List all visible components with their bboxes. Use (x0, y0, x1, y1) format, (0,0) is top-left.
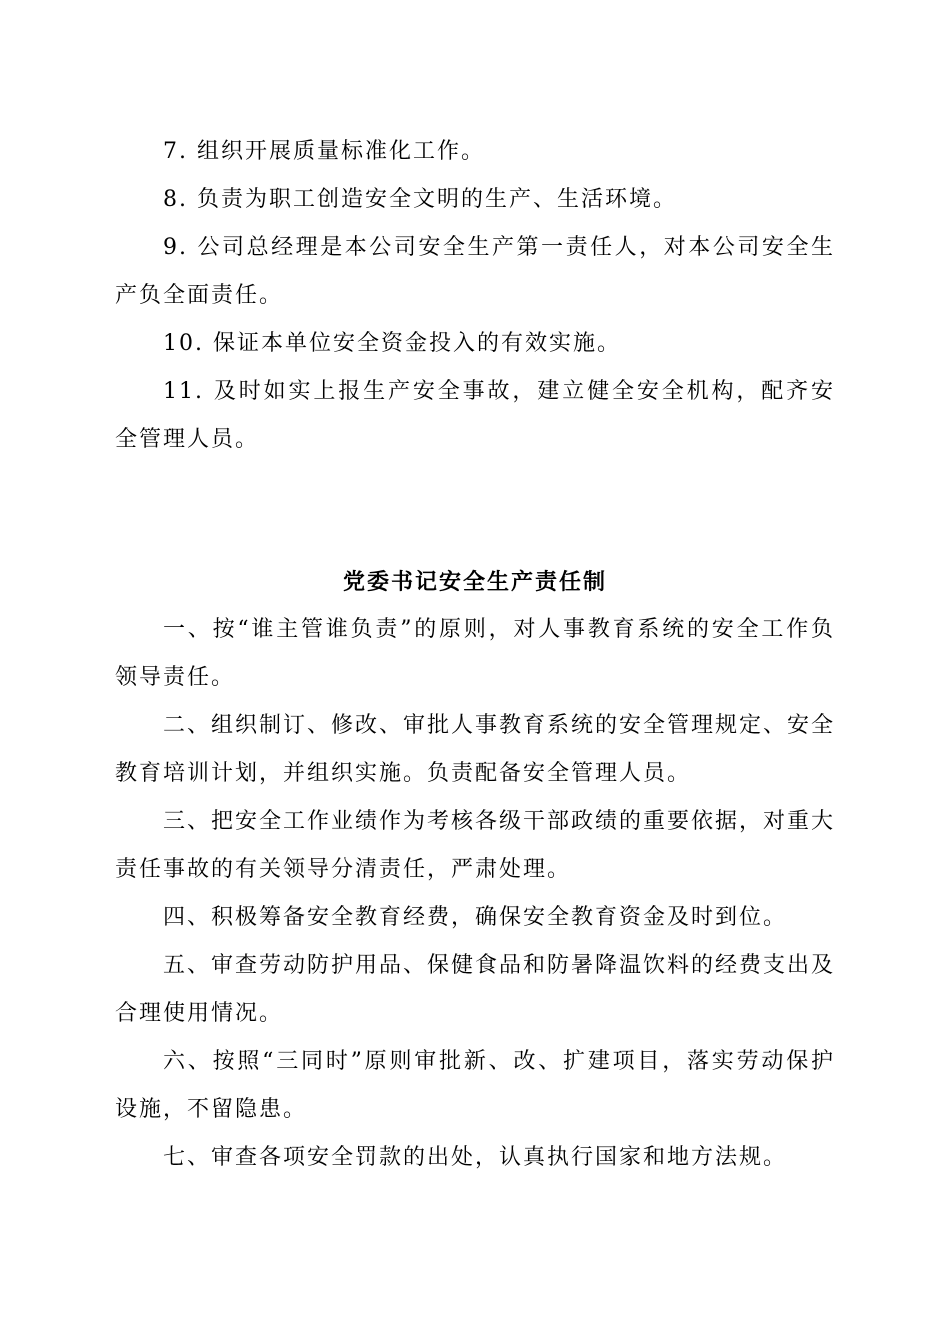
section-spacer (115, 464, 835, 558)
secretary-item-3: 三、把安全工作业绩作为考核各级干部政绩的重要依据，对重大责任事故的有关领导分清责任，严肃处理。 (115, 809, 836, 882)
document-body (115, 128, 835, 1182)
section-party-secretary (115, 558, 835, 1182)
section-general-duties (115, 128, 835, 464)
secretary-item-2: 二、组织制订、修改、审批人事教育系统的安全管理规定、安全教育培训计划，并组织实施。负责配备安全管理人员。 (115, 713, 836, 786)
duty-item-11: 11. 及时如实上报生产安全事故，建立健全安全机构，配齐安全管理人员。 (115, 379, 835, 452)
section-title: 党委书记安全生产责任制 (342, 569, 607, 595)
secretary-item-6: 六、按照“三同时”原则审批新、改、扩建项目，落实劳动保护设施，不留隐患。 (115, 1049, 835, 1122)
duty-item-7: 7. 组织开展质量标准化工作。 (163, 139, 485, 164)
secretary-item-5: 五、审查劳动防护用品、保健食品和防暑降温饮料的经费支出及合理使用情况。 (115, 953, 836, 1026)
duty-item-9: 9. 公司总经理是本公司安全生产第一责任人，对本公司安全生产负全面责任。 (115, 235, 835, 308)
secretary-item-4: 四、积极筹备安全教育经费，确保安全教育资金及时到位。 (163, 905, 788, 930)
secretary-item-7: 七、审查各项安全罚款的出处，认真执行国家和地方法规。 (163, 1145, 788, 1170)
secretary-item-1: 一、按“谁主管谁负责”的原则，对人事教育系统的安全工作负领导责任。 (115, 617, 835, 690)
duty-item-8: 8. 负责为职工创造安全文明的生产、生活环境。 (163, 187, 677, 212)
duty-item-10: 10. 保证本单位安全资金投入的有效实施。 (163, 331, 621, 356)
